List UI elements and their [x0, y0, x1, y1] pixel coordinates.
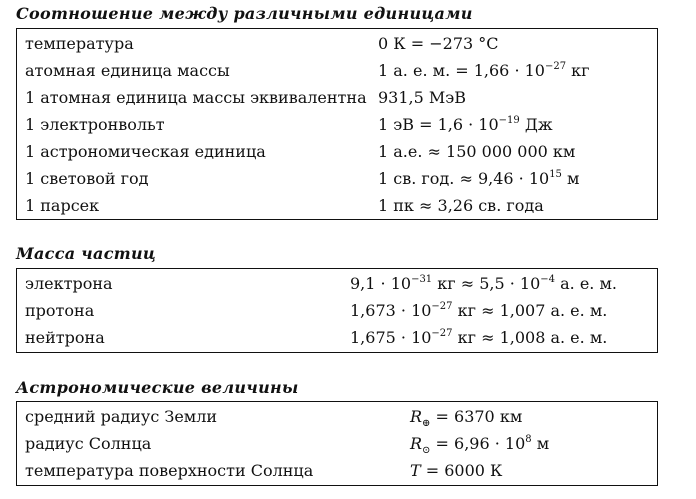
row-label: 1 световой год	[25, 169, 149, 188]
row-value: $R_⊙ = 6,96 \cdot 10^8$ м	[410, 434, 550, 456]
section-title: Соотношение между различными единицами	[16, 4, 473, 23]
section-astronomical	[16, 378, 299, 398]
row-value: 1 пк ≈ 3,26 св. года	[378, 196, 544, 215]
row-value: 931,5 МэВ	[378, 88, 466, 107]
particle-mass-table	[16, 268, 658, 353]
row-value: $9,1 \cdot 10^{-31}$ кг ≈ $5,5 \cdot 10^{-4}$ а. е. м.	[350, 274, 617, 293]
row-label: электрона	[25, 274, 113, 293]
row-label: 1 электронвольт	[25, 115, 165, 134]
row-label: нейтрона	[25, 328, 105, 347]
row-value: 1 св. год. ≈ $9,46 \cdot 10^{15}$ м	[378, 169, 580, 188]
row-value: 1 а.е. ≈ 150 000 000 км	[378, 142, 576, 161]
row-value: $R_\oplus = 6370$ км	[410, 407, 523, 429]
row-label: радиус Солнца	[25, 434, 152, 453]
row-label: 1 астрономическая единица	[25, 142, 266, 161]
row-value: T = 6000 К	[410, 461, 503, 480]
row-label: 1 атомная единица массы эквивалентна	[25, 88, 367, 107]
astronomical-table	[16, 401, 658, 486]
section-particle-mass	[16, 244, 156, 264]
section-title: Масса частиц	[16, 244, 157, 263]
row-value: 1 эВ = $1,6 \cdot 10^{-19}$ Дж	[378, 115, 553, 134]
row-label: атомная единица массы	[25, 61, 230, 80]
section-unit-relations	[16, 4, 473, 24]
row-label: 1 парсек	[25, 196, 100, 215]
row-value: $1,675 \cdot 10^{-27}$ кг ≈ 1,008 а. е. м.	[350, 328, 608, 347]
row-label: средний радиус Земли	[25, 407, 218, 426]
row-label: температура	[25, 34, 134, 53]
row-label: протона	[25, 301, 95, 320]
row-label: температура поверхности Солнца	[25, 461, 314, 480]
row-value: $1,673 \cdot 10^{-27}$ кг ≈ 1,007 а. е. м.	[350, 301, 608, 320]
row-value: 1 а. е. м. = $1,66 \cdot 10^{-27}$ кг	[378, 61, 590, 80]
unit-relations-table	[16, 28, 658, 220]
section-title: Астрономические величины	[16, 378, 299, 397]
row-value: 0 К = −273 °C	[378, 34, 499, 53]
